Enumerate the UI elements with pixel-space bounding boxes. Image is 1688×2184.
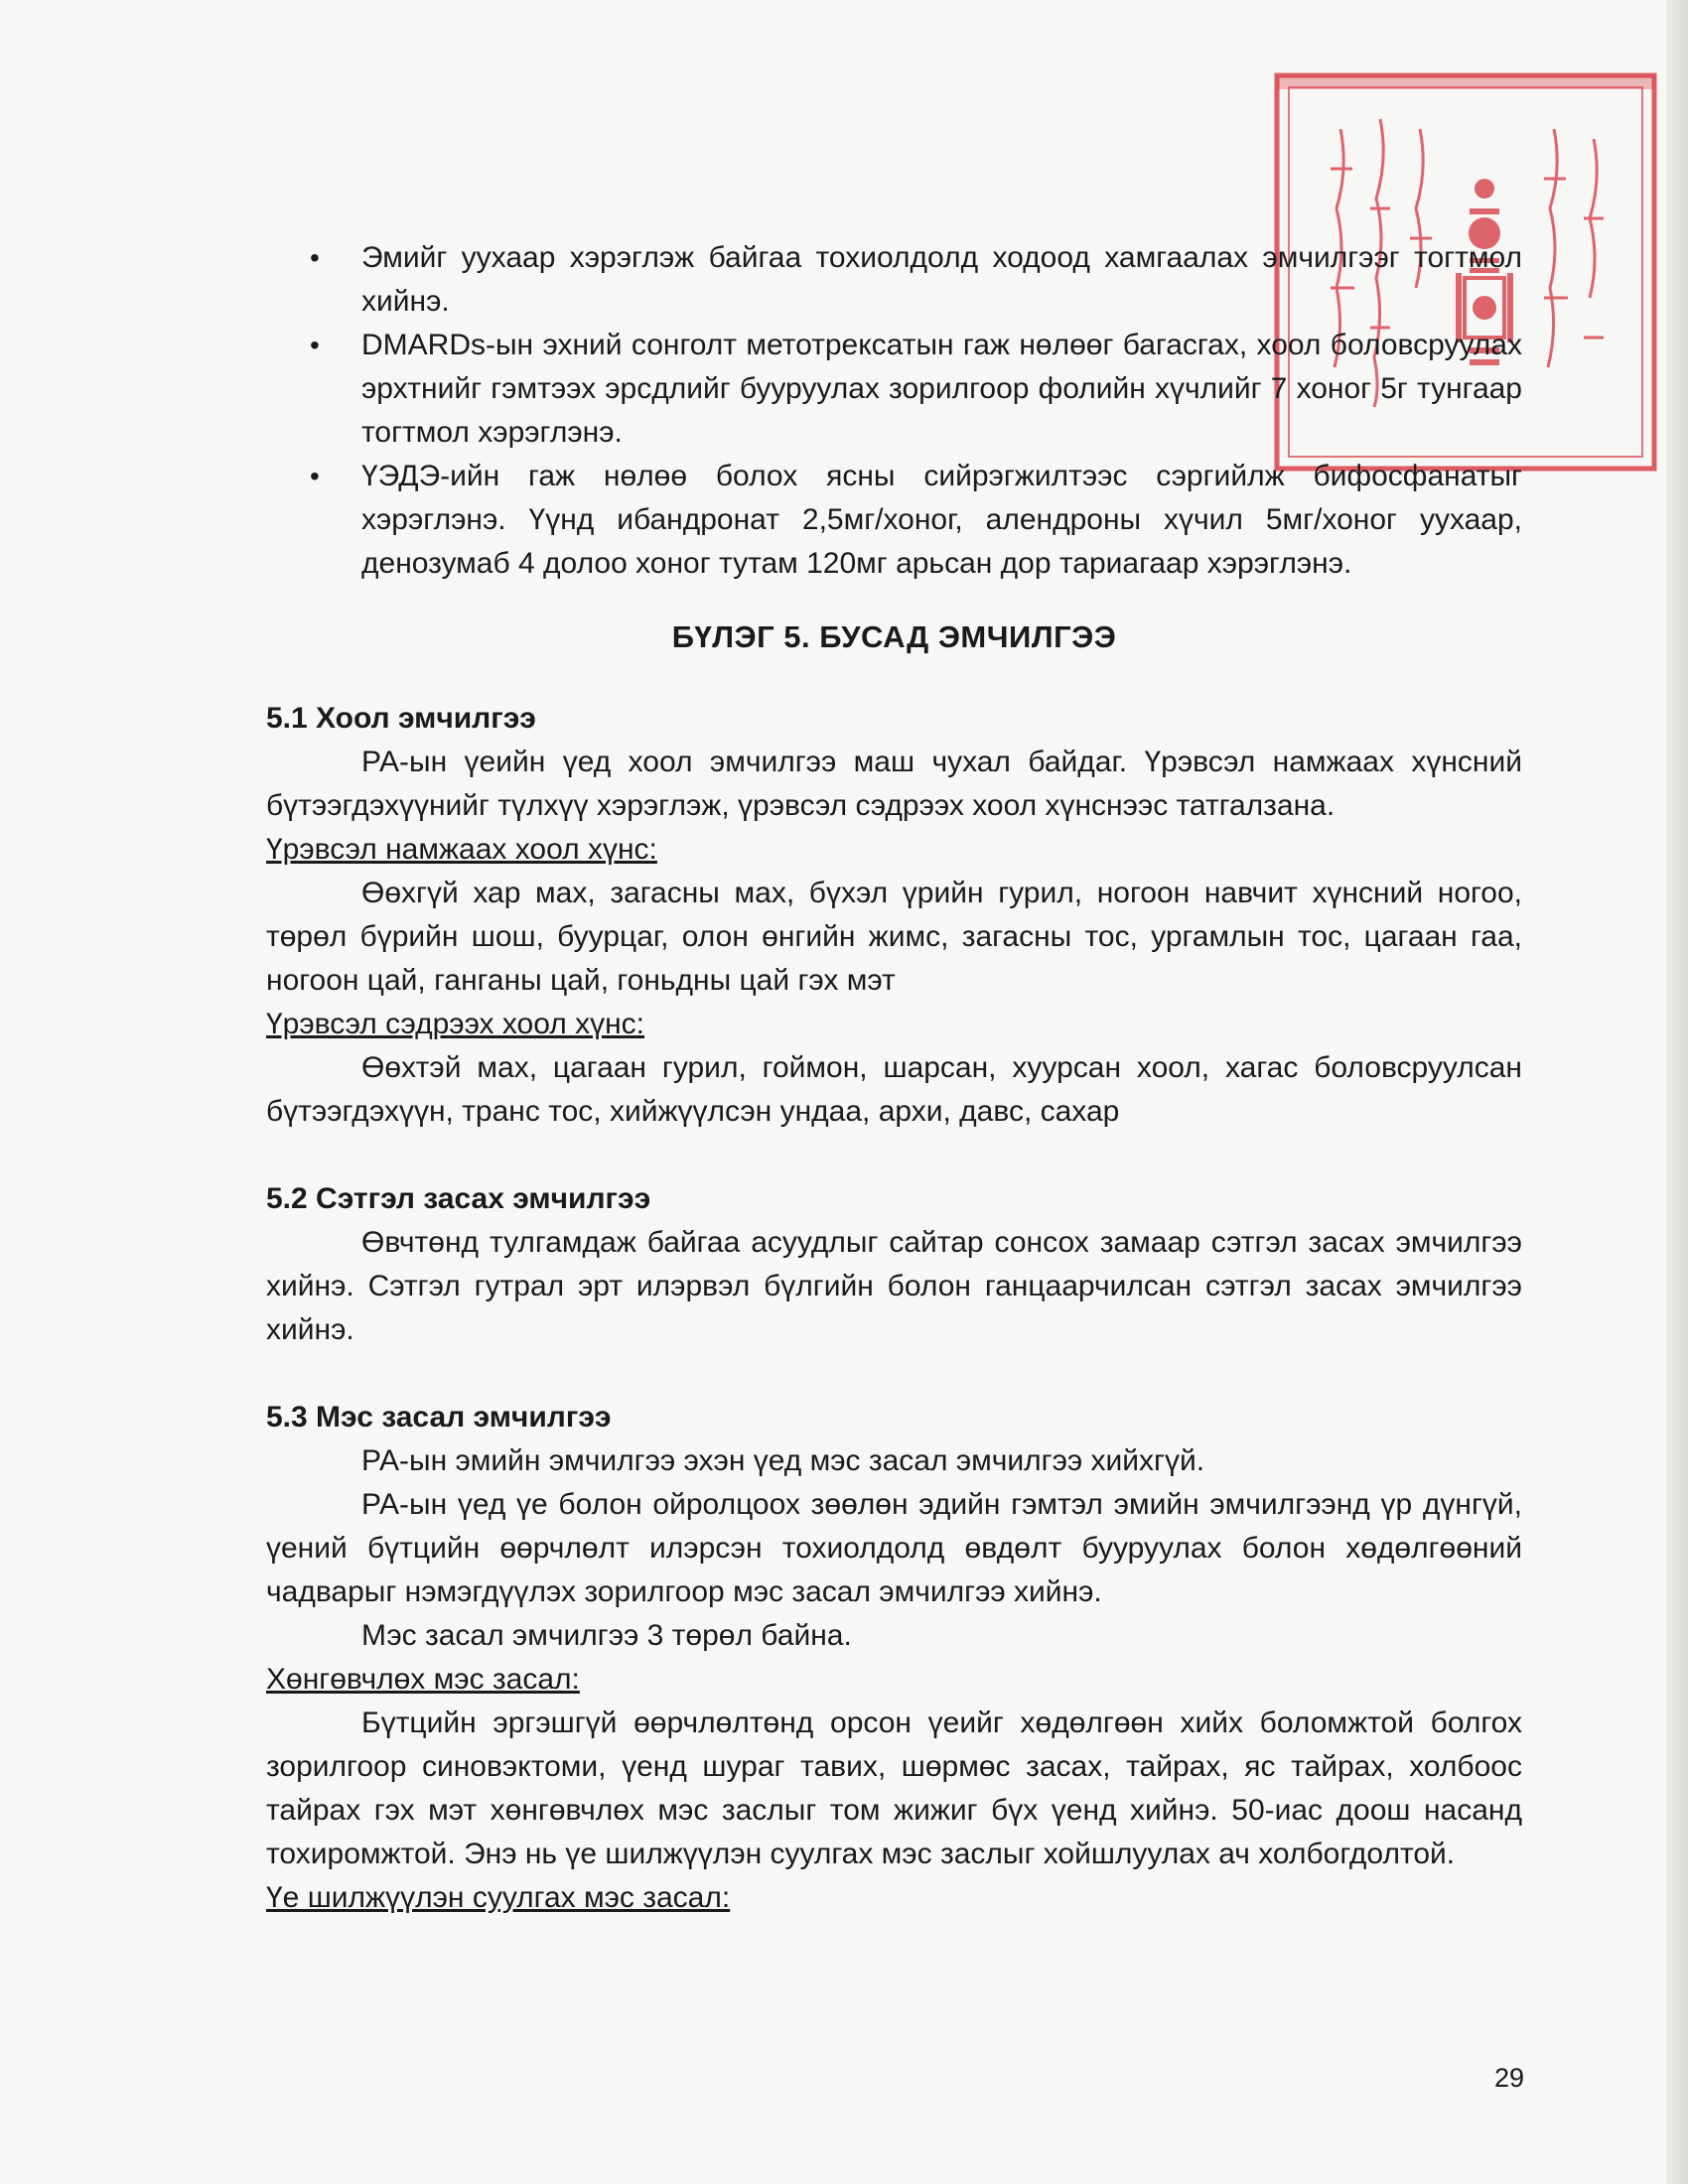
subsection-title: Хөнгөвчлөх мэс засал: [266, 1663, 580, 1696]
paragraph: РА-ын эмийн эмчилгээ эхэн үед мэс засал эмчилгээ хийхгүй. [361, 1444, 1205, 1477]
section-title-5-2: 5.2 Сэтгэл засах эмчилгээ [266, 1182, 651, 1215]
paragraph: Өвчтөнд тулгамдаж байгаа асуудлыг сайтар сонсох замаар сэтгэл засах эмчилгээ хийнэ. Сэтгэл гутрал эрт илэрвэл бүлгийн болон ганцаарчилсан сэтгэл засах эмчилгээ хийнэ. [266, 1226, 1522, 1346]
paragraph: Өөхтэй мах, цагаан гурил, гоймон, шарсан, хуурсан хоол, хагас боловсруулсан бүтээгдэхүүн, транс тос, хийжүүлсэн ундаа, архи, давс, сахар [266, 1051, 1522, 1128]
subsection-title: Үрэвсэл сэдрээх хоол хүнс: [266, 1008, 645, 1040]
bullet-list [266, 236, 1522, 586]
paragraph: РА-ын үед үе болон ойролцоох зөөлөн эдийн гэмтэл эмийн эмчилгээнд үр дүнгүй, үений бүтцийн өөрчлөлт илэрсэн тохиолдолд өвдөлт бууруулах болон хөдөлгөөний чадварыг нэмэгдүүлэх зорилгоор мэс засал эмчилгээ хийнэ. [266, 1488, 1522, 1608]
section-title-5-1: 5.1 Хоол эмчилгээ [266, 702, 536, 735]
chapter-title: БҮЛЭГ 5. БУСАД ЭМЧИЛГЭЭ [671, 619, 1117, 654]
bullet-item: • DMARDs-ын эхний сонголт метотрексатын гаж нөлөөг багасгах, хоол боловсруулах эрхтнийг гэмтээх эрсдлийг бууруулах зорилгоор фолийн хүчлийг 7 хоног 5г тунгаар тогтмол хэрэглэнэ. [266, 324, 1522, 455]
subsection-title: Үе шилжүүлэн суулгах мэс засал: [266, 1881, 731, 1914]
section-title-5-3: 5.3 Мэс засал эмчилгээ [266, 1401, 612, 1433]
paragraph: РА-ын үеийн үед хоол эмчилгээ маш чухал байдаг. Үрэвсэл намжаах хүнсний бүтээгдэхүүнийг түлхүү хэрэглэж, үрэвсэл сэдрээх хоол хүнснээс татгалзана. [266, 746, 1522, 822]
subsection-title: Үрэвсэл намжаах хоол хүнс: [266, 833, 657, 866]
paragraph: Бүтцийн эргэшгүй өөрчлөлтөнд орсон үеийг хөдөлгөөн хийх боломжтой болгох зорилгоор синовэктоми, үенд шураг тавих, шөрмөс засах, тайрах, яс тайрах, холбоос тайрах гэх мэт хөнгөвчлөх мэс заслыг том жижиг бүх үенд хийнэ. 50-иас доош насанд тохиромжтой. Энэ нь үе шилжүүлэн суулгах мэс заслыг хойшлуулах ач холбогдолтой. [266, 1706, 1522, 1870]
page-number: 29 [1494, 2063, 1525, 2093]
spacer [266, 1352, 1522, 1396]
document-body [266, 236, 1522, 1920]
bullet-item: • Эмийг уухаар хэрэглэж байгаа тохиолдолд ходоод хамгаалах эмчилгээг тогтмол хийнэ. [266, 236, 1522, 324]
page-edge [1666, 0, 1688, 2184]
paragraph: Мэс засал эмчилгээ 3 төрөл байна. [361, 1619, 852, 1652]
bullet-item: • ҮЭДЭ-ийн гаж нөлөө болох ясны сийрэгжилтээс сэргийлж бифосфанатыг хэрэглэнэ. Үүнд ибандронат 2,5мг/хоног, алендроны хүчил 5мг/хоног уухаар, денозумаб 4 долоо хоног тутам 120мг арьсан дор тариагаар хэрэглэнэ. [266, 455, 1522, 586]
paragraph: Өөхгүй хар мах, загасны мах, бүхэл үрийн гурил, ногоон навчит хүнсний ногоо, төрөл бүрийн шош, буурцаг, олон өнгийн жимс, загасны тос, ургамлын тос, цагаан гаа, ногоон цай, ганганы цай, гоньдны цай гэх мэт [266, 877, 1522, 997]
spacer [266, 1134, 1522, 1177]
